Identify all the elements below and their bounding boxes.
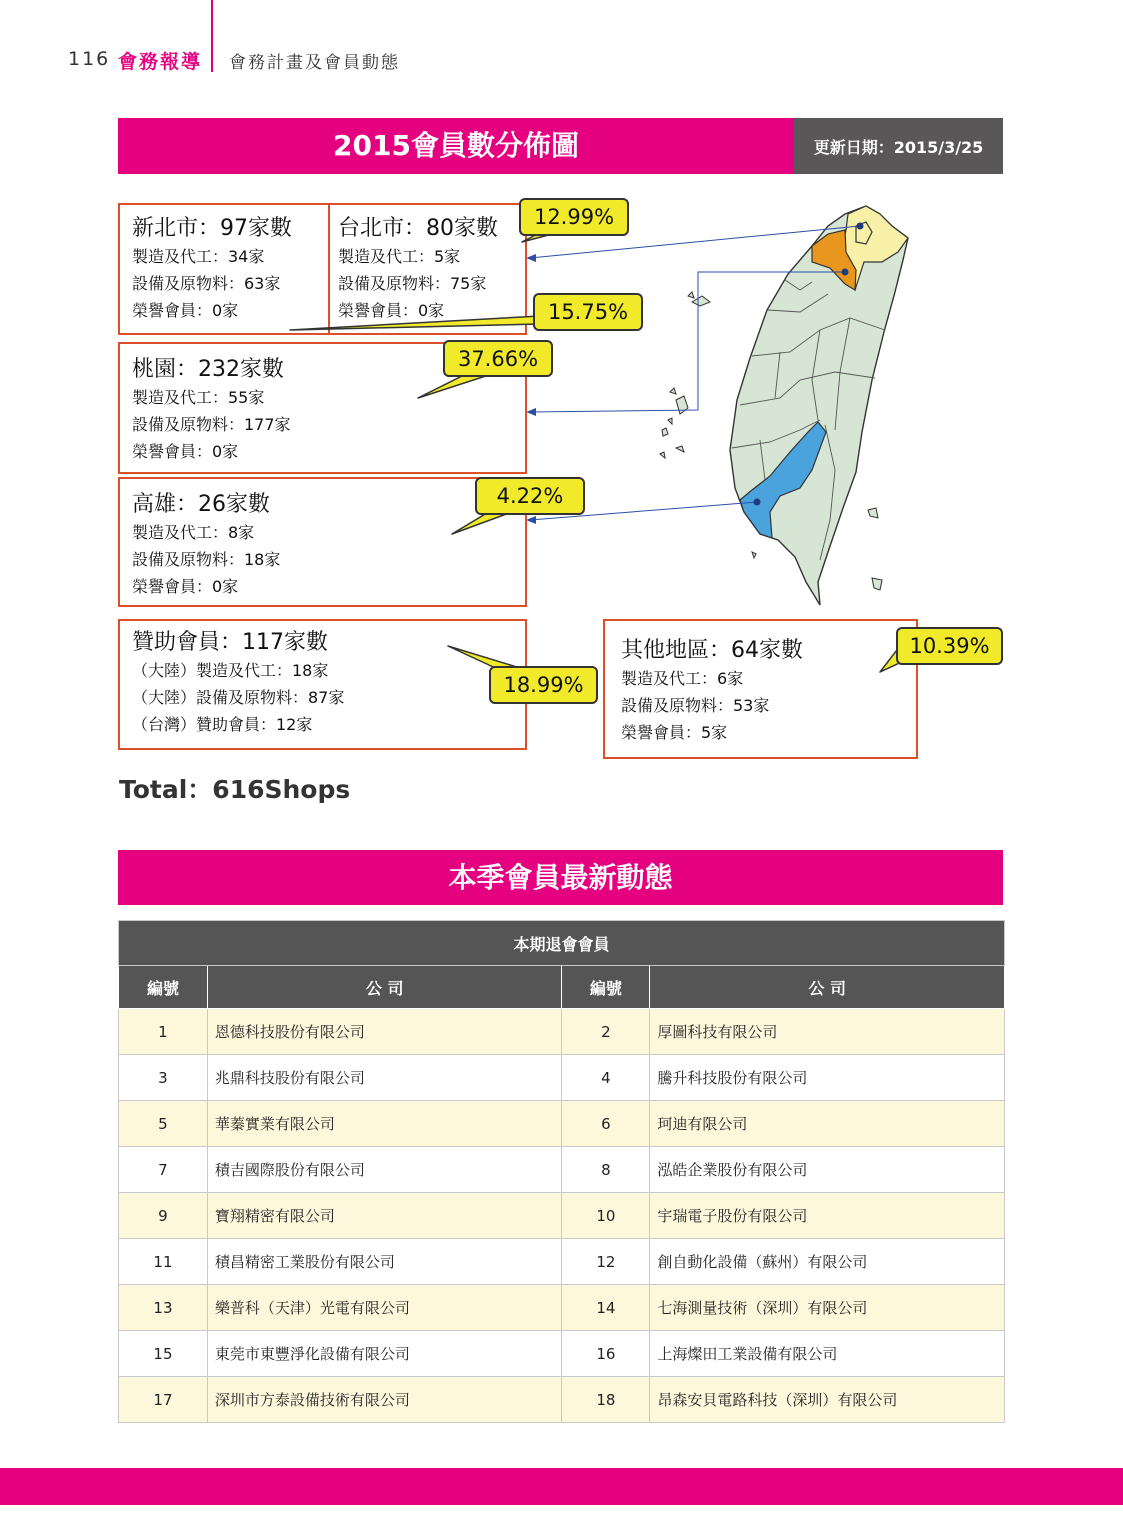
region-line: 榮譽會員：0家 [132,442,239,461]
region-line: （大陸）製造及代工：18家 [132,661,329,680]
row-number: 3 [119,1055,208,1101]
table-row [119,1239,1005,1285]
percent-callout-new-taipei: 15.75% [533,293,643,331]
row-number: 5 [119,1101,208,1147]
region-line: 榮譽會員：0家 [338,301,445,320]
company-name: 寶翔精密有限公司 [207,1193,562,1239]
news-title-banner [118,850,1003,905]
row-number: 17 [119,1377,208,1423]
row-number: 15 [119,1331,208,1377]
row-number: 1 [119,1009,208,1055]
row-number: 14 [562,1285,650,1331]
region-line: 榮譽會員：5家 [621,723,728,742]
table-row [119,1101,1005,1147]
row-number: 9 [119,1193,208,1239]
company-name: 創自動化設備（蘇州）有限公司 [650,1239,1005,1285]
company-name: 昂森安貝電路科技（深圳）有限公司 [650,1377,1005,1423]
distribution-title: 2015會員數分佈圖 [333,129,579,162]
table-row [119,1009,1005,1055]
company-name: 泓皓企業股份有限公司 [650,1147,1005,1193]
table-caption: 本期退會會員 [119,921,1005,966]
table-row [119,1285,1005,1331]
total-shops: Total：616Shops [119,775,351,804]
percent-callout-other: 10.39% [896,627,1003,665]
company-name: 積昌精密工業股份有限公司 [207,1239,562,1285]
table-caption-row [119,921,1005,966]
region-line: 製造及代工：55家 [132,388,265,407]
row-number: 11 [119,1239,208,1285]
table-header-row [119,966,1005,1009]
region-title-other: 其他地區：64家數 [621,638,803,663]
column-header: 編號 [562,966,650,1009]
row-number: 13 [119,1285,208,1331]
column-header: 編號 [119,966,208,1009]
company-name: 七海測量技術（深圳）有限公司 [650,1285,1005,1331]
region-title-taipei: 台北市：80家數 [338,216,498,241]
region-line: 設備及原物料：18家 [132,550,281,569]
company-name: 宇瑞電子股份有限公司 [650,1193,1005,1239]
region-title-taoyuan: 桃園：232家數 [132,357,284,382]
table-row [119,1055,1005,1101]
footer-bar [0,1468,1123,1505]
region-line: 設備及原物料：53家 [621,696,770,715]
region-title-kaohsiung: 高雄：26家數 [132,492,270,517]
region-title-sponsor: 贊助會員：117家數 [132,630,328,655]
company-name: 積吉國際股份有限公司 [207,1147,562,1193]
company-name: 騰升科技股份有限公司 [650,1055,1005,1101]
table-row [119,1147,1005,1193]
company-name: 珂迪有限公司 [650,1101,1005,1147]
percent-callout-taipei: 12.99% [519,198,629,236]
subsection-name: 會務計畫及會員動態 [229,53,400,73]
update-date: 更新日期：2015/3/25 [794,118,1003,174]
region-line: 榮譽會員：0家 [132,577,239,596]
region-line: 製造及代工：8家 [132,523,255,542]
table-row [119,1193,1005,1239]
callout-tail-new-taipei [290,316,540,330]
percent-callout-kaohsiung: 4.22% [475,477,585,515]
row-number: 6 [562,1101,650,1147]
page-number: 116 [68,48,111,70]
percent-callout-taoyuan: 37.66% [443,340,553,377]
withdrawn-members-table [118,920,1005,1423]
company-name: 樂普科（天津）光電有限公司 [207,1285,562,1331]
row-number: 18 [562,1377,650,1423]
column-header: 公 司 [207,966,562,1009]
table-row [119,1331,1005,1377]
column-header: 公 司 [650,966,1005,1009]
company-name: 深圳市方泰設備技術有限公司 [207,1377,562,1423]
company-name: 上海燦田工業設備有限公司 [650,1331,1005,1377]
row-number: 7 [119,1147,208,1193]
region-line: 製造及代工：6家 [621,669,744,688]
section-name: 會務報導 [118,51,203,73]
row-number: 4 [562,1055,650,1101]
company-name: 恩德科技股份有限公司 [207,1009,562,1055]
region-line: （大陸）設備及原物料：87家 [132,688,345,707]
region-line: 設備及原物料：75家 [338,274,487,293]
row-number: 16 [562,1331,650,1377]
company-name: 兆鼎科技股份有限公司 [207,1055,562,1101]
news-title: 本季會員最新動態 [448,861,673,894]
region-title-new-taipei: 新北市：97家數 [132,216,292,241]
table-row [119,1377,1005,1423]
row-number: 8 [562,1147,650,1193]
company-name: 華蓁實業有限公司 [207,1101,562,1147]
row-number: 2 [562,1009,650,1055]
row-number: 10 [562,1193,650,1239]
company-name: 東莞市東豐淨化設備有限公司 [207,1331,562,1377]
region-line: 製造及代工：34家 [132,247,265,266]
row-number: 12 [562,1239,650,1285]
region-line: 設備及原物料：177家 [132,415,291,434]
region-line: 榮譽會員：0家 [132,301,239,320]
percent-callout-sponsor: 18.99% [489,666,598,704]
region-line: 設備及原物料：63家 [132,274,281,293]
region-line: 製造及代工：5家 [338,247,461,266]
region-line: （台灣）贊助會員：12家 [132,715,313,734]
company-name: 厚圖科技有限公司 [650,1009,1005,1055]
